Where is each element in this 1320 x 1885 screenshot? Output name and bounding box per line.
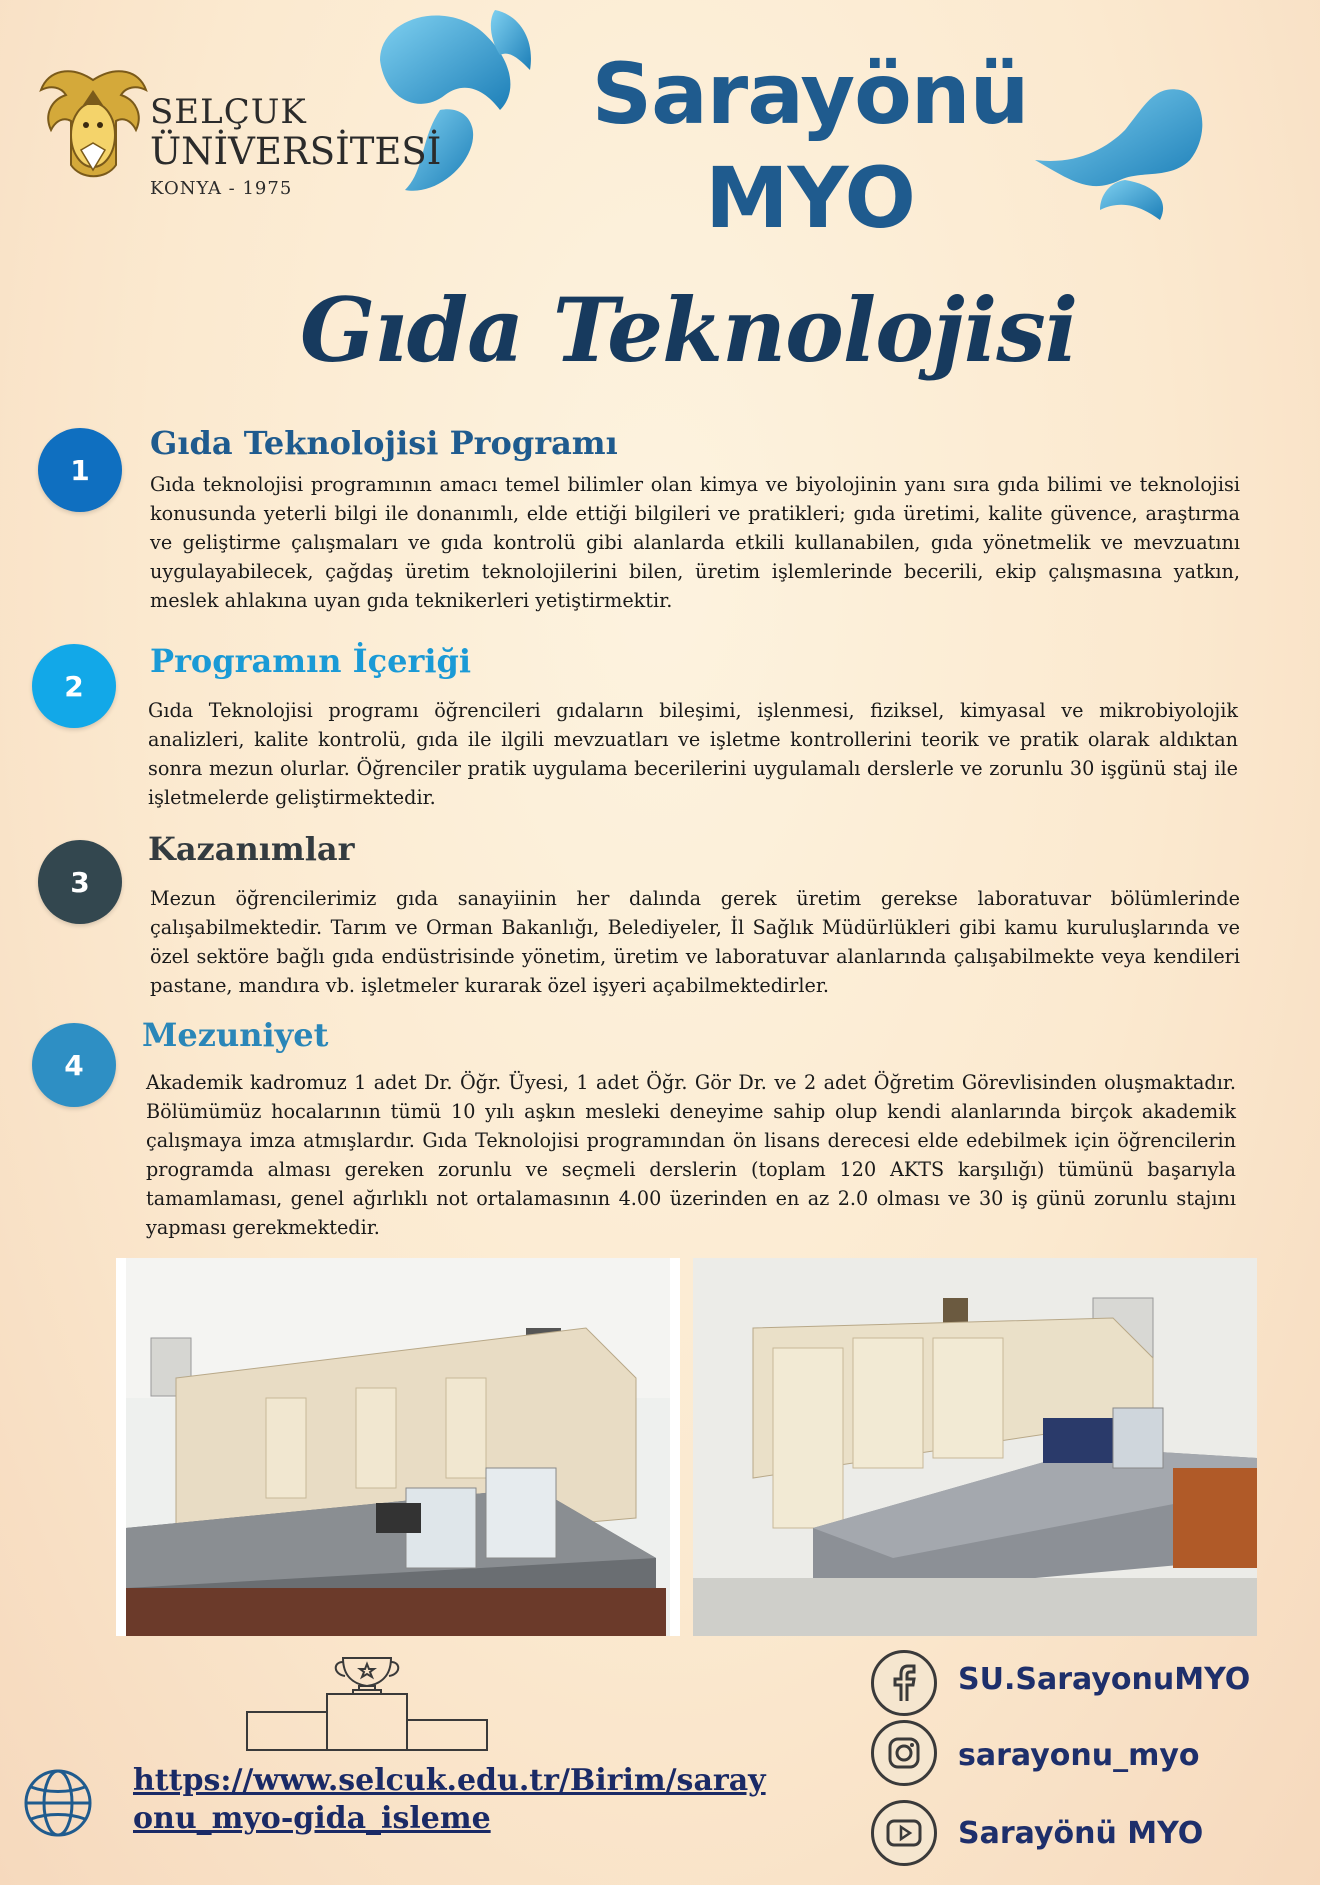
section-3-number-badge: 3 [38,840,122,924]
section-3-heading: Kazanımlar [148,830,355,868]
youtube-channel[interactable]: Sarayönü MYO [958,1816,1204,1851]
instagram-handle[interactable]: sarayonu_myo [958,1738,1200,1773]
title-line-1: Sarayönü [591,45,1029,143]
section-1-text: Gıda teknolojisi programının amacı temel bilimler olan kimya ve biyolojinin yanı sıra gıda bilimi ve teknolojisi konusunda yeterli bilgi ile donanımlı, elde ettiği bilgileri ve pratikleri; gıda üretimi, kalite güvence, araştırma ve geliştirme çalışmaları ve gıda kontrolü gibi alanlarda etkili kullanabilen, gıda yönetmelik ve mevzuatını uygulayabilecek, çağdaş üretim teknolojilerini bilen, üretim işlemlerinde becerili, ekip çalışmasına yatkın, meslek ahlakına uyan gıda teknikerleri yetiştirmektir. [150,473,1240,612]
page-title [560,42,1060,250]
section-1-heading: Gıda Teknolojisi Programı [150,424,618,462]
section-4-text: Akademik kadromuz 1 adet Dr. Öğr. Üyesi, 1 adet Öğr. Gör Dr. ve 2 adet Öğretim Görevlisinden oluşmaktadır. Bölümümüz hocalarının tümü 10 yılı aşkın mesleki deneyime sahip olup kendi alanlarında birçok akademik çalışmaya imza atmışlardır. Gıda Teknolojisi programından ön lisans derecesi elde edebilmek için öğrencilerin programda alması gereken zorunlu ve seçmeli derslerin (toplam 120 AKTS karşılığı) tümünü başarıyla tamamlaması, genel ağırlıklı not ortalamasının 4.00 üzerinden en az 2.0 olması ve 30 iş günü zorunlu stajını yapması gerekmektedir. [146,1071,1236,1239]
lab-photo-left [116,1258,680,1636]
globe-icon [22,1767,94,1839]
instagram-icon[interactable] [871,1720,937,1786]
section-2-heading: Programın İçeriği [150,642,472,680]
logo-line-2: ÜNİVERSİTESİ [150,130,442,173]
program-website-link[interactable]: https://www.selcuk.edu.tr/Birim/sarayonu_myo-gida_isleme [133,1763,766,1836]
trophy-podium-icon [245,1652,490,1752]
section-4-number-badge: 4 [32,1023,116,1107]
section-2-text: Gıda Teknolojisi programı öğrencileri gıdaların bileşimi, işlenmesi, fiziksel, kimyasal ve mikrobiyolojik analizleri, kalite kontrolü, gıda ile ilgili mevzuatları ve işletme kontrollerini teorik ve pratik olarak aldıktan sonra mezun olurlar. Öğrenciler pratik uygulama becerilerini uygulamalı derslerle ve zorunlu 30 işgünü staj ile işletmelerde geliştirmektedir. [148,699,1238,809]
logo-line-3: KONYA - 1975 [150,178,293,199]
page-subtitle: Gıda Teknolojisi [300,278,1078,382]
university-logo-text [150,92,442,199]
facebook-handle[interactable]: SU.SarayonuMYO [958,1662,1251,1697]
section-1-number-badge: 1 [38,428,122,512]
section-3-text: Mezun öğrencilerimiz gıda sanayiinin her dalında gerek üretim gerekse laboratuvar bölümlerinde çalışabilmektedir. Tarım ve Orman Bakanlığı, Belediyeler, İl Sağlık Müdürlükleri gibi kamu kuruluşlarında ve özel sektöre bağlı gıda endüstrisinde yönetim, üretim ve laboratuvar alanlarında çalışabilmekte veya kendileri pastane, mandıra vb. işletmeler kurarak özel işyeri açabilmektedirler. [150,887,1240,997]
logo-line-1: SELÇUK [150,92,307,132]
lab-photo-right [693,1258,1257,1636]
youtube-icon[interactable] [871,1800,937,1866]
university-seal-icon [36,55,151,195]
section-4-heading: Mezuniyet [142,1016,329,1054]
facebook-icon[interactable] [871,1650,937,1716]
title-line-2: MYO [705,149,915,247]
section-2-number-badge: 2 [32,644,116,728]
